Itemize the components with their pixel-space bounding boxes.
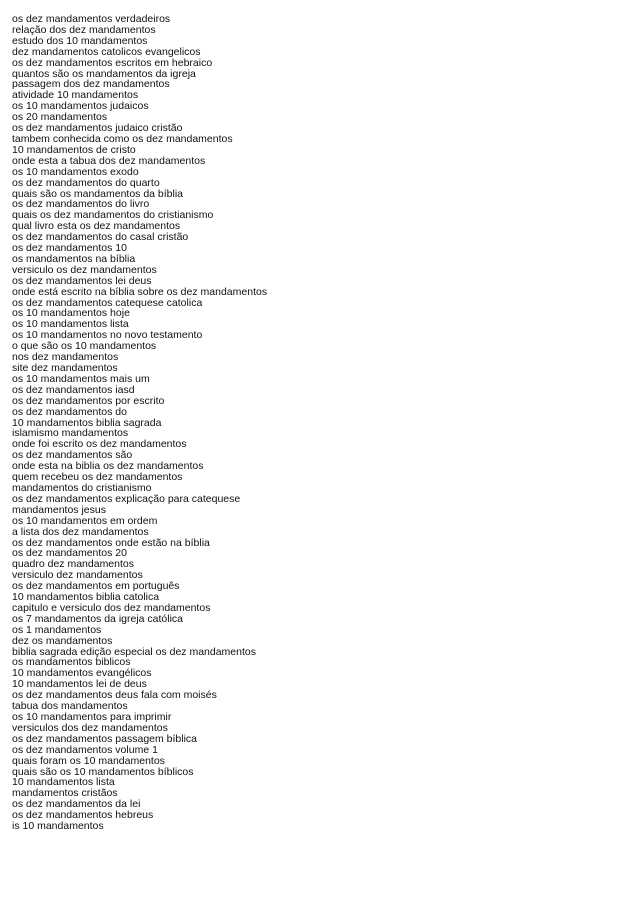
text-line: 10 mandamentos de cristo bbox=[12, 143, 136, 156]
text-line: os 7 mandamentos da igreja católica bbox=[12, 612, 184, 625]
text-line: quem recebeu os dez mandamentos bbox=[12, 471, 183, 484]
text-line: os 10 mandamentos hoje bbox=[12, 307, 130, 320]
text-line: os dez mandamentos do quarto bbox=[12, 176, 160, 189]
text-line: os 10 mandamentos mais um bbox=[12, 372, 150, 385]
text-line: os dez mandamentos iasd bbox=[12, 383, 135, 396]
text-line: estudo dos 10 mandamentos bbox=[12, 34, 148, 47]
text-line: site dez mandamentos bbox=[12, 362, 118, 374]
text-line: tambem conhecida como os dez mandamentos bbox=[12, 132, 233, 145]
text-line: onde esta na biblia os dez mandamentos bbox=[12, 460, 204, 473]
text-line: biblia sagrada edição especial os dez mandamentos bbox=[12, 645, 256, 658]
text-line: os dez mandamentos lei deus bbox=[12, 274, 152, 287]
text-line: os dez mandamentos judaico cristão bbox=[12, 122, 183, 135]
text-line: os dez mandamentos em português bbox=[12, 580, 180, 593]
text-line: dez os mandamentos bbox=[12, 634, 113, 647]
text-line: onde está escrito na bíblia sobre os dez mandamentos bbox=[12, 285, 268, 298]
text-line: versiculo dez mandamentos bbox=[12, 569, 143, 582]
text-line: os 10 mandamentos exodo bbox=[12, 165, 139, 178]
text-line: os dez mandamentos do casal cristão bbox=[12, 231, 189, 244]
text-line: versiculo os dez mandamentos bbox=[12, 263, 157, 276]
text-line: os dez mandamentos verdadeiros bbox=[12, 13, 171, 25]
text-line: capitulo e versiculo dos dez mandamentos bbox=[12, 601, 211, 614]
text-line: os 10 mandamentos para imprimir bbox=[12, 711, 172, 723]
text-line: quadro dez mandamentos bbox=[12, 558, 134, 571]
text-line: islamismo mandamentos bbox=[12, 427, 129, 440]
text-line: os mandamentos na bíblia bbox=[12, 252, 136, 265]
text-line: os mandamentos biblicos bbox=[12, 656, 131, 669]
text-line: 10 mandamentos biblia sagrada bbox=[12, 416, 162, 429]
text-line: onde foi escrito os dez mandamentos bbox=[12, 438, 187, 451]
text-line: quais são os 10 mandamentos bíblicos bbox=[12, 765, 194, 778]
text-line: 10 mandamentos lista bbox=[12, 776, 115, 789]
text-line: onde esta a tabua dos dez mandamentos bbox=[12, 154, 206, 167]
text-line: o que são os 10 mandamentos bbox=[12, 340, 157, 353]
text-line: qual livro esta os dez mandamentos bbox=[12, 220, 181, 233]
text-line: 10 mandamentos lei de deus bbox=[12, 678, 147, 691]
text-line: a lista dos dez mandamentos bbox=[12, 525, 149, 538]
text-line: os dez mandamentos hebreus bbox=[12, 809, 154, 822]
text-line: mandamentos jesus bbox=[12, 503, 106, 516]
text-line: quais foram os 10 mandamentos bbox=[12, 754, 165, 767]
text-line: os dez mandamentos onde estão na bíblia bbox=[12, 536, 210, 549]
text-line: tabua dos mandamentos bbox=[12, 700, 128, 713]
text-line: os 20 mandamentos bbox=[12, 111, 108, 124]
text-line: is 10 mandamentos bbox=[12, 820, 104, 833]
text-line: os 10 mandamentos judaicos bbox=[12, 100, 149, 113]
text-line: mandamentos do cristianismo bbox=[12, 481, 152, 494]
text-line: os 10 mandamentos no novo testamento bbox=[12, 329, 203, 342]
document-text-list bbox=[12, 14, 622, 832]
text-line: mandamentos cristãos bbox=[12, 787, 118, 800]
text-line: os dez mandamentos deus fala com moisés bbox=[12, 689, 217, 702]
text-line: os dez mandamentos do bbox=[12, 405, 127, 418]
text-line: os dez mandamentos são bbox=[12, 449, 133, 462]
text-line: relação dos dez mandamentos bbox=[12, 23, 156, 36]
text-line: os dez mandamentos do livro bbox=[12, 198, 150, 211]
text-line: os dez mandamentos 10 bbox=[12, 242, 127, 255]
text-line: 10 mandamentos evangélicos bbox=[12, 667, 152, 680]
text-line: os dez mandamentos catequese catolica bbox=[12, 296, 203, 309]
text-line: os 10 mandamentos em ordem bbox=[12, 514, 158, 527]
text-line: atividade 10 mandamentos bbox=[12, 89, 139, 102]
text-line: os dez mandamentos 20 bbox=[12, 547, 127, 560]
text-line: nos dez mandamentos bbox=[12, 351, 119, 364]
text-line: passagem dos dez mandamentos bbox=[12, 78, 170, 91]
text-line: dez mandamentos catolicos evangelicos bbox=[12, 45, 201, 58]
text-line: os dez mandamentos escritos em hebraico bbox=[12, 56, 213, 69]
text-line: quantos são os mandamentos da igreja bbox=[12, 67, 196, 80]
text-line: os dez mandamentos explicação para catequese bbox=[12, 492, 241, 505]
text-line: os dez mandamentos passagem bíblica bbox=[12, 732, 198, 745]
text-line: os 10 mandamentos lista bbox=[12, 318, 129, 331]
text-line: os dez mandamentos volume 1 bbox=[12, 743, 158, 756]
text-line: quais os dez mandamentos do cristianismo bbox=[12, 209, 214, 222]
text-line: os dez mandamentos por escrito bbox=[12, 394, 165, 407]
text-line: os dez mandamentos da lei bbox=[12, 798, 141, 811]
text-line: os 1 mandamentos bbox=[12, 623, 102, 636]
text-line: versiculos dos dez mandamentos bbox=[12, 721, 168, 734]
text-line: 10 mandamentos biblia catolica bbox=[12, 591, 160, 604]
text-line: quais são os mandamentos da bíblia bbox=[12, 187, 184, 200]
